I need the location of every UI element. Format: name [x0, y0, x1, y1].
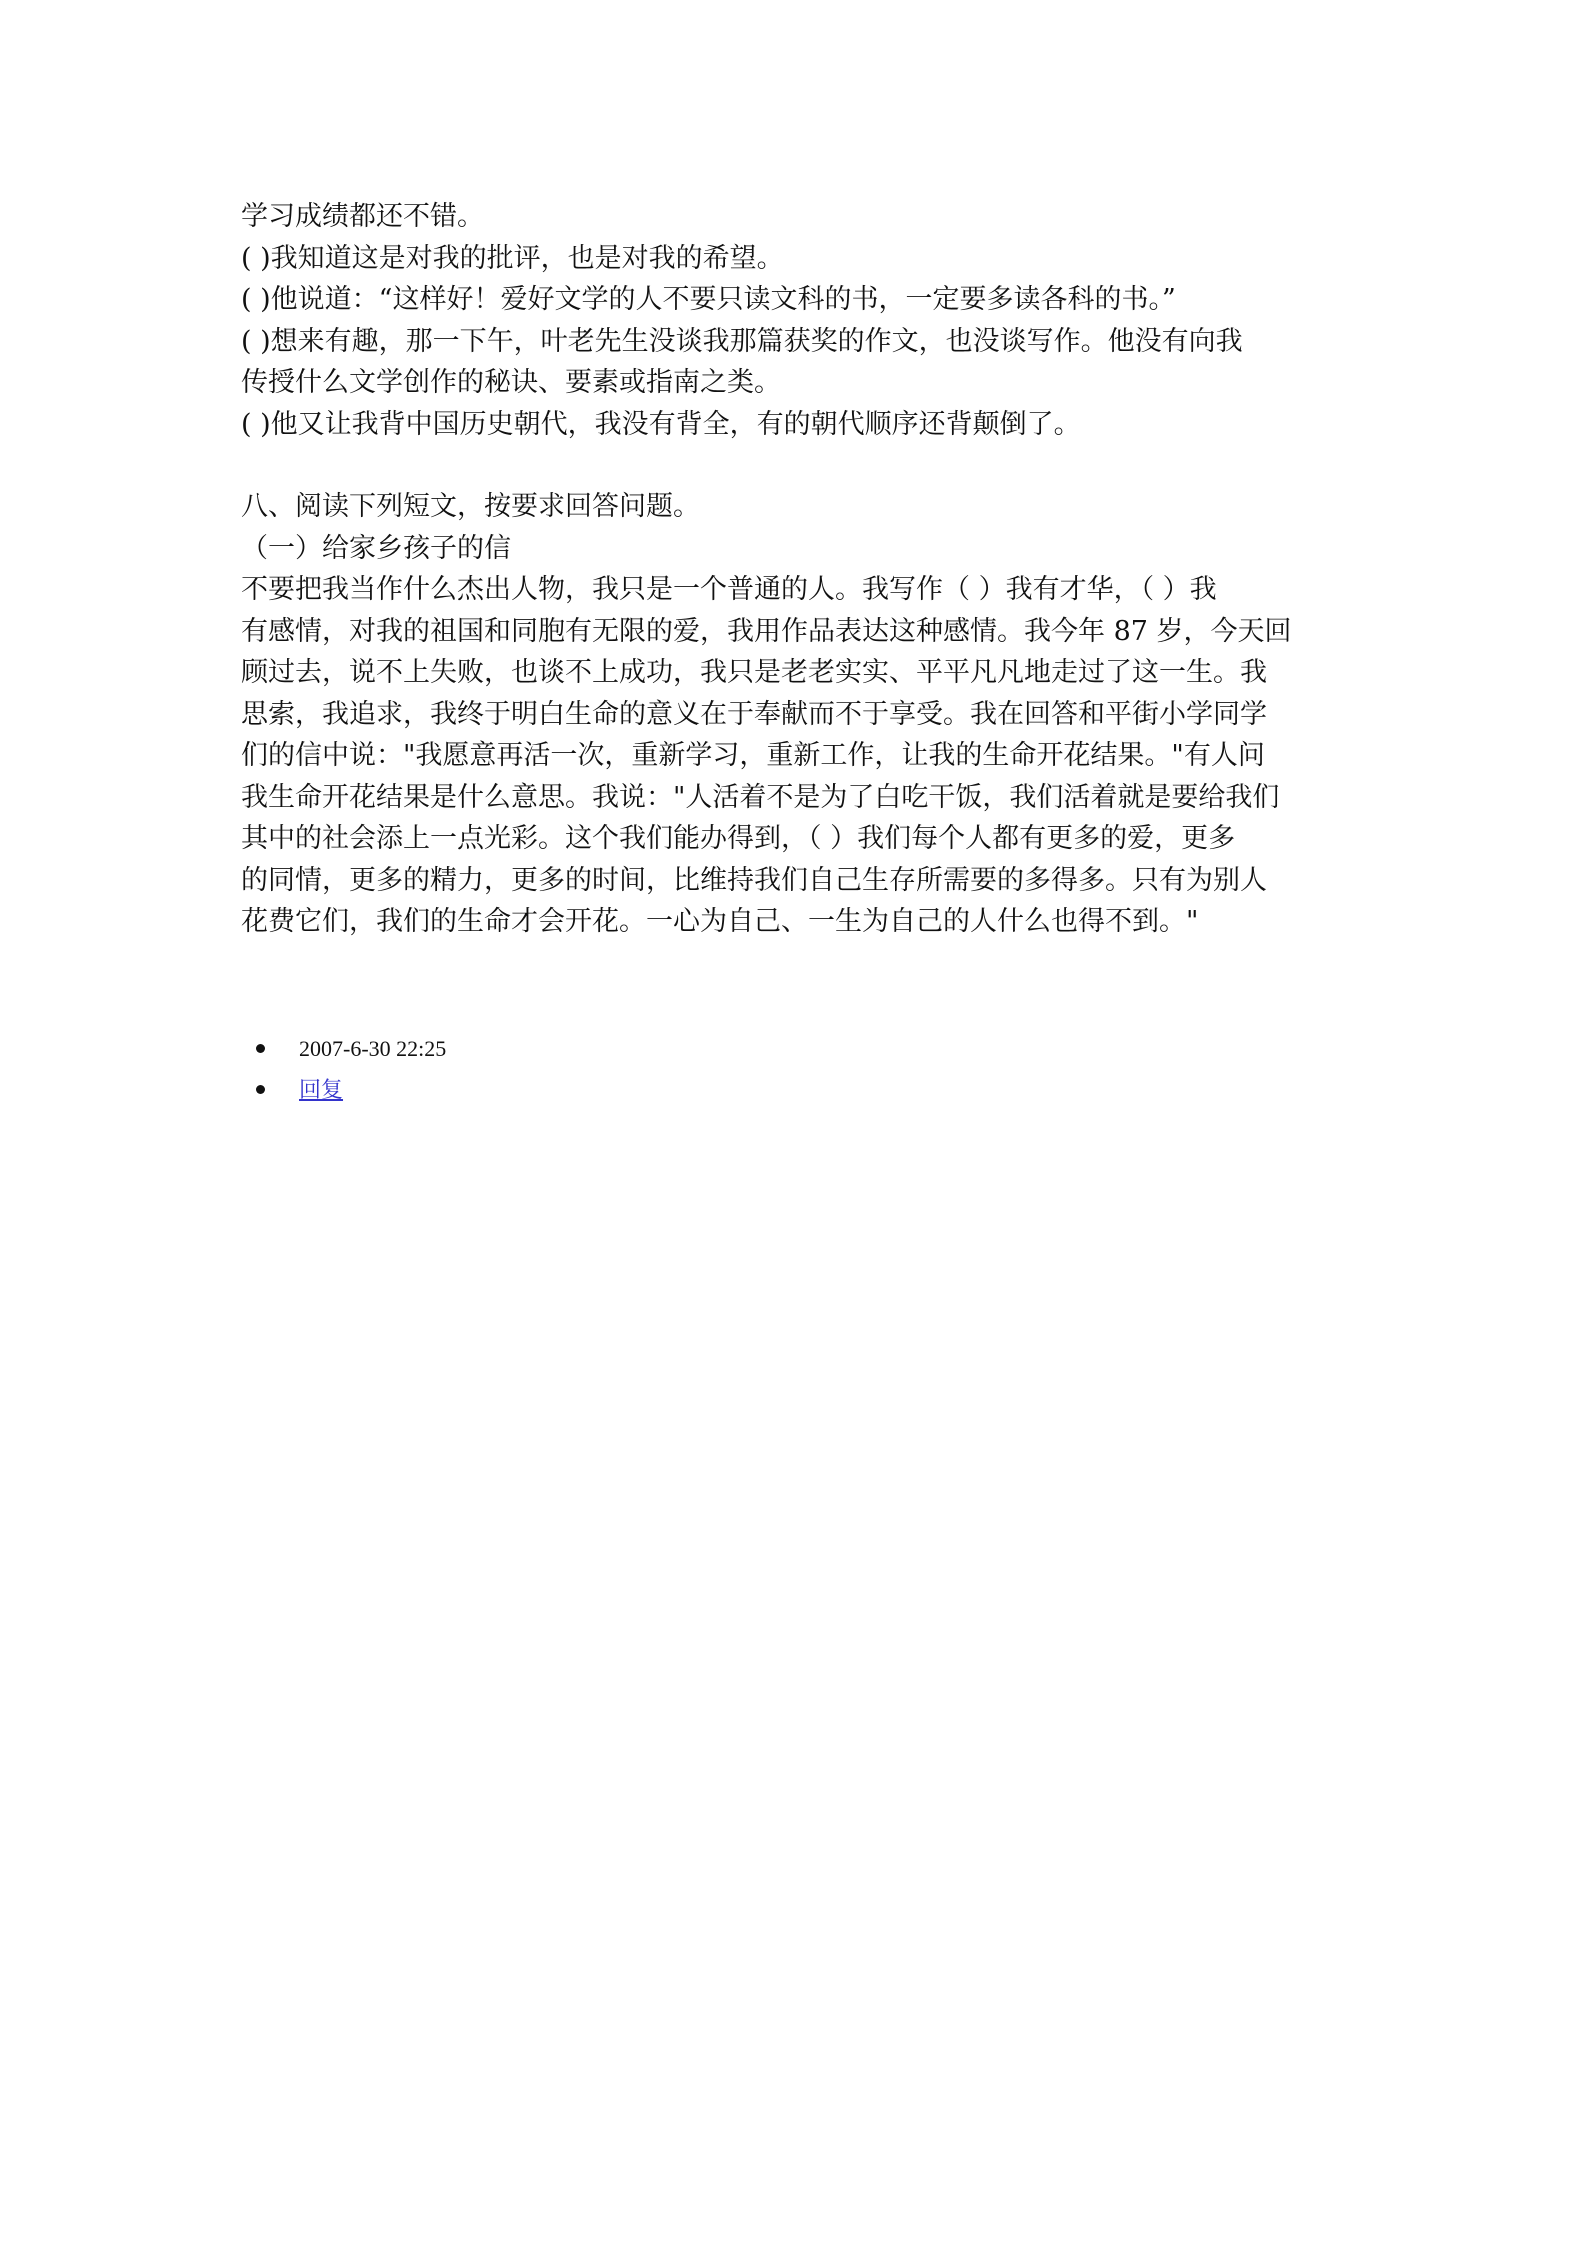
text-line: ( )我知道这是对我的批评，也是对我的希望。: [241, 242, 784, 274]
passage-line: 们的信中说："我愿意再活一次，重新学习，重新工作，让我的生命开花结果。"有人问: [241, 740, 1265, 771]
passage-line: 不要把我当作什么杰出人物，我只是一个普通的人。我写作（ ）我有才华，（ ）我: [241, 574, 1217, 605]
reply-item: [250, 1069, 446, 1111]
text-line: 学习成绩都还不错。: [241, 201, 484, 232]
text-line: ( )他又让我背中国历史朝代，我没有背全，有的朝代顺序还背颠倒了。: [241, 408, 1081, 440]
subsection-heading: （一）给家乡孩子的信: [241, 532, 511, 564]
passage-line: 顾过去，说不上失败，也谈不上成功，我只是老老实实、平平凡凡地走过了这一生。我: [241, 657, 1267, 688]
timestamp: 2007-6-30 22:25: [299, 1036, 447, 1061]
text-line: ( )想来有趣，那一下午，叶老先生没谈我那篇获奖的作文，也没谈写作。他没有向我: [241, 325, 1243, 357]
passage-line: 有感情，对我的祖国和同胞有无限的爱，我用作品表达这种感情。我今年 87 岁，今天回: [241, 615, 1292, 647]
section-heading: 八、阅读下列短文，按要求回答问题。: [241, 491, 700, 522]
passage-line: 其中的社会添上一点光彩。这个我们能办得到，（ ）我们每个人都有更多的爱，更多: [241, 823, 1236, 854]
document-page: [241, 196, 1311, 943]
text-line: 传授什么文学创作的秘诀、要素或指南之类。: [241, 367, 781, 398]
passage-line: 我生命开花结果是什么意思。我说："人活着不是为了白吃干饭，我们活着就是要给我们: [241, 781, 1280, 813]
passage-line: 思索，我追求，我终于明白生命的意义在于奉献而不于享受。我在回答和平街小学同学: [241, 698, 1267, 730]
timestamp-item: [250, 1028, 446, 1069]
reply-link[interactable]: 回复: [299, 1078, 344, 1103]
passage-line: 的同情，更多的精力，更多的时间，比维持我们自己生存所需要的多得多。只有为别人: [241, 864, 1267, 896]
text-line: ( )他说道：“这样好！爱好文学的人不要只读文科的书，一定要多读各科的书。”: [241, 284, 1176, 315]
passage-line: 花费它们，我们的生命才会开花。一心为自己、一生为自己的人什么也得不到。": [241, 906, 1199, 937]
post-meta-list: [250, 1028, 446, 1111]
paragraph-gap: [241, 445, 1311, 486]
